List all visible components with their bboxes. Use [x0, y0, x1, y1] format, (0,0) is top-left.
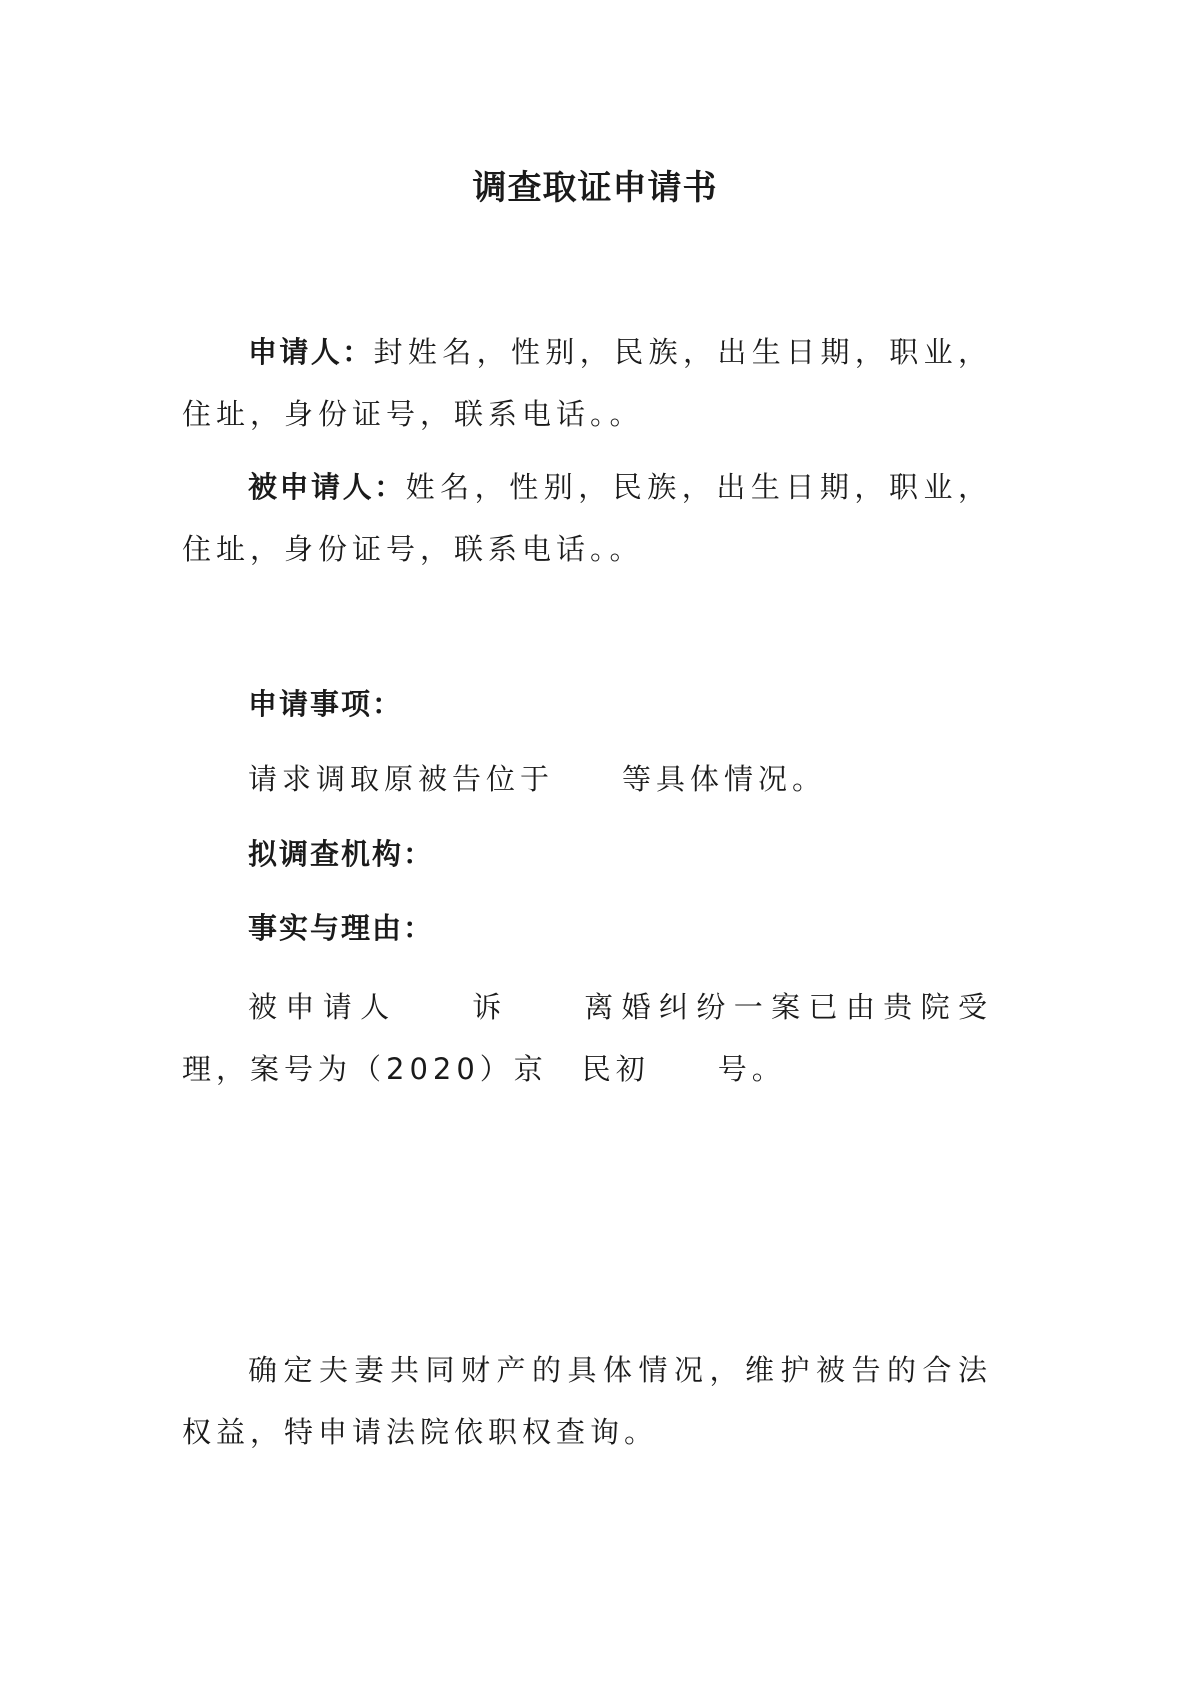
- facts-heading: 事实与理由：: [248, 911, 435, 945]
- closing-paragraph: 确定夫妻共同财产的具体情况，维护被告的合法权益，特申请法院依职权查询。: [182, 1353, 992, 1449]
- respondent-paragraph: [182, 456, 992, 580]
- matters-text: 请求调取原被告位于 等具体情况。: [248, 762, 827, 796]
- applicant-label: 申请人：: [248, 335, 374, 369]
- applicant-paragraph: [182, 321, 992, 445]
- document-title: 调查取证申请书: [472, 168, 718, 208]
- applicant-text: 封姓名，性别，民族，出生日期，职业，住址，身份证号，联系电话。。: [182, 335, 992, 431]
- matters-heading: 申请事项：: [248, 687, 404, 721]
- facts-paragraph: 被申请人 诉 离婚纠纷一案已由贵院受理，案号为（2020）京 民初 号。: [182, 990, 992, 1086]
- respondent-label: 被申请人：: [248, 470, 406, 504]
- respondent-text: 姓名，性别，民族，出生日期，职业，住址，身份证号，联系电话。。: [182, 470, 992, 566]
- institution-heading: 拟调查机构：: [248, 837, 435, 871]
